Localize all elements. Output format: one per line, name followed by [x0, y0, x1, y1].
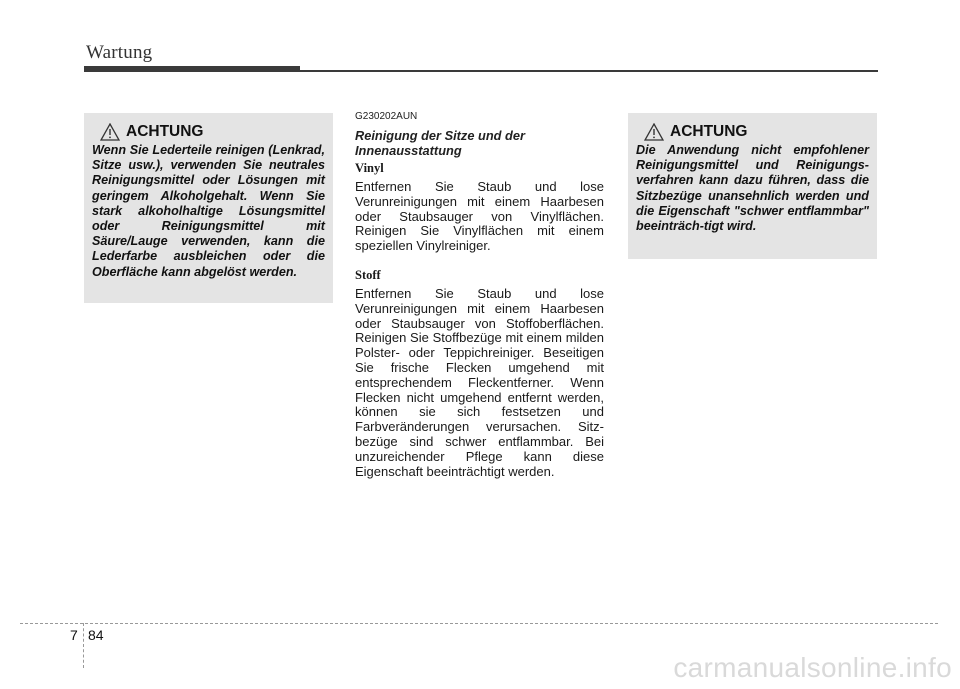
warning-text: Die Anwendung nicht empfohlener Reinigungsmittel und Reinigungs-verfahren kann dazu führen, dass die Sitzbezüge unansehnlich werden und die Eigenschaft "schwer entflammbar" beeinträch-tigt wird. — [636, 143, 869, 234]
footer-divider — [83, 623, 84, 668]
chapter-number: 7 — [70, 627, 78, 643]
warning-triangle-icon — [100, 123, 120, 141]
page-header-title: Wartung — [86, 42, 153, 63]
warning-title: ACHTUNG — [126, 123, 204, 140]
header-bar — [84, 66, 300, 72]
warning-triangle-icon — [644, 123, 664, 141]
section-code: G230202AUN — [355, 111, 418, 122]
warning-box-leather — [84, 113, 333, 303]
footer-rule — [20, 623, 938, 624]
paragraph-vinyl: Entfernen Sie Staub und lose Verunreinigungen mit einem Haarbesen oder Staubsauger von Vinylflächen. Reinigen Sie Vinylflächen mit einem speziellen Vinylreiniger. — [355, 179, 604, 254]
watermark: carmanualsonline.info — [673, 652, 952, 683]
subheading-stoff: Stoff — [355, 267, 381, 282]
section-title: Reinigung der Sitze und der Innenausstattung — [355, 128, 525, 158]
warning-box-cleaning-agents — [628, 113, 877, 259]
page-number: 84 — [88, 627, 104, 643]
warning-header — [92, 121, 325, 143]
warning-header — [636, 121, 869, 143]
warning-title: ACHTUNG — [670, 123, 748, 140]
warning-text: Wenn Sie Lederteile reinigen (Lenkrad, Sitze usw.), verwenden Sie neutrales Reinigungsmittel oder Lösungen mit geringem Alkoholgehalt. Wenn Sie stark alkoholhaltige Lösungsmittel oder Reinigungsmittel mit Säure/Lauge verwenden, kann die Lederfarbe ausbleichen oder die Oberfläche kann abgelöst werden. — [92, 143, 325, 279]
header-rule — [300, 70, 878, 72]
paragraph-stoff: Entfernen Sie Staub und lose Verunreinigungen mit einem Haarbesen oder Staubsauger von Stoffoberflächen. Reinigen Sie Stoffbezüge mit einem milden Polster- oder Teppichreiniger. Beseitigen Sie frische Flecken umgehend mit entsprechendem Fleckentferner. Wenn Flecken nicht umgehend entfernt werden, können sie sich festsetzen und Farbveränderungen verursachen. Sitz-bezüge sind schwer entflammbar. Bei unzureichender Pflege kann diese Eigenschaft beeinträchtigt werden. — [355, 285, 604, 479]
main-column — [355, 111, 604, 479]
subheading-vinyl: Vinyl — [355, 161, 384, 175]
